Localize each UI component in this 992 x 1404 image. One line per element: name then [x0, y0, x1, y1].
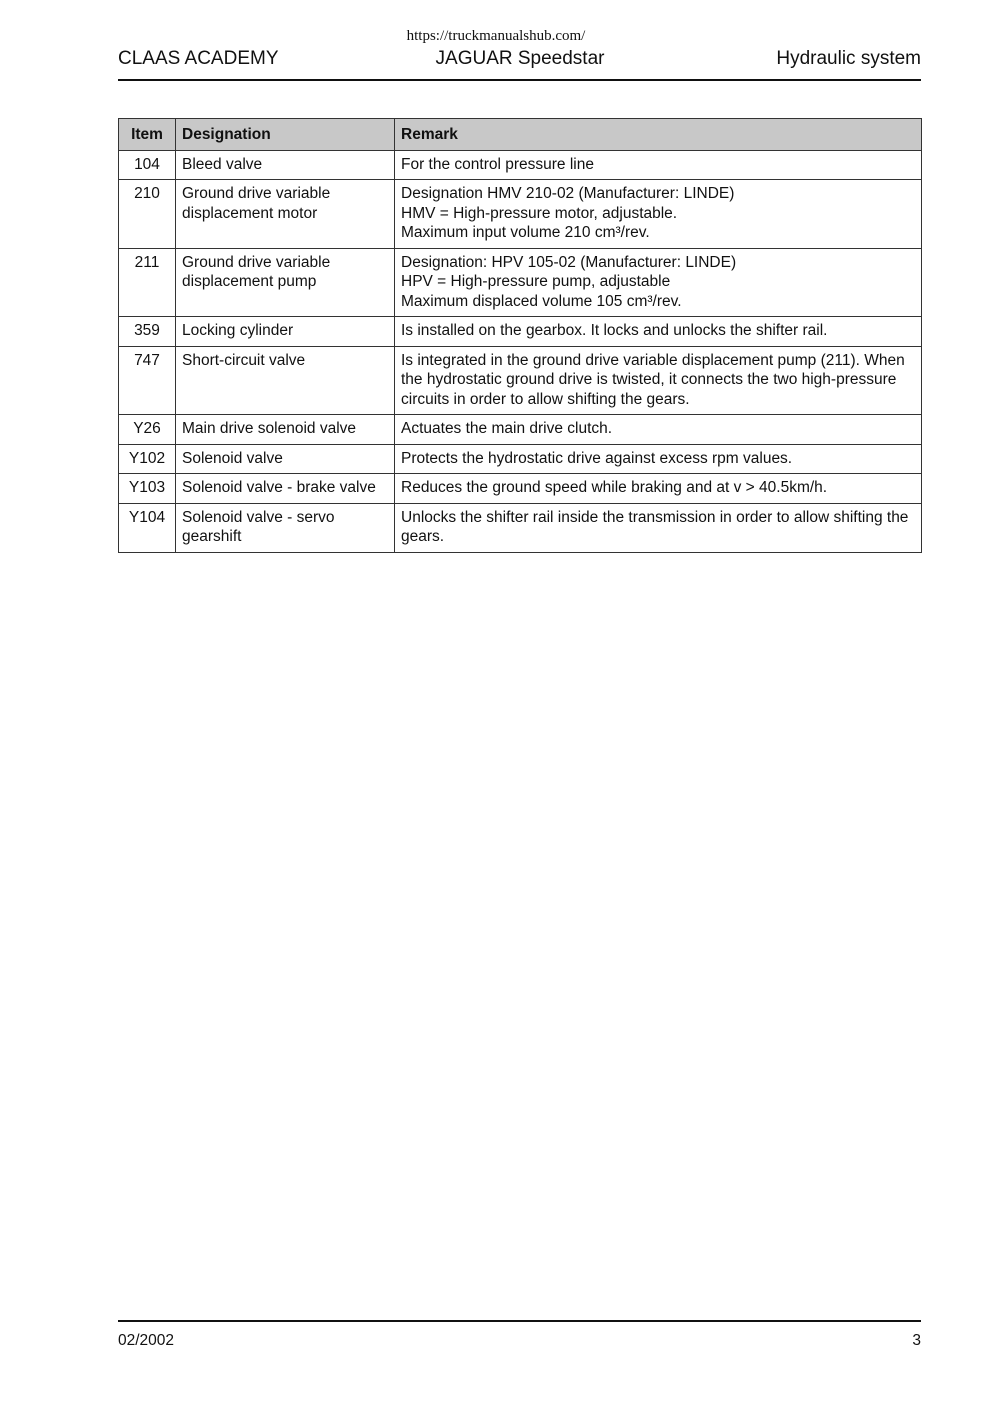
cell-remark [395, 444, 922, 474]
cell-designation: Solenoid valve - brake valve [176, 474, 395, 504]
footer-divider [118, 1320, 921, 1322]
header-center: JAGUAR Speedstar [435, 48, 605, 69]
cell-designation: Ground drive variable displacement pump [176, 248, 395, 317]
cell-remark [395, 317, 922, 347]
cell-item: 359 [119, 317, 176, 347]
cell-item: Y104 [119, 503, 176, 552]
table-row [119, 415, 922, 445]
cell-item: 210 [119, 180, 176, 249]
cell-designation: Locking cylinder [176, 317, 395, 347]
cell-remark [395, 180, 922, 249]
table-row [119, 444, 922, 474]
remark-line: For the control pressure line [401, 155, 594, 173]
cell-item: 747 [119, 346, 176, 415]
header-divider [118, 79, 921, 81]
cell-designation: Solenoid valve - servo gearshift [176, 503, 395, 552]
cell-remark [395, 150, 922, 180]
table-header-row [119, 119, 922, 151]
column-header-item: Item [119, 119, 176, 151]
table-row [119, 248, 922, 317]
table-row [119, 503, 922, 552]
remark-line: Reduces the ground speed while braking and at v > 40.5km/h. [401, 479, 828, 496]
cell-designation: Solenoid valve [176, 444, 395, 474]
remark-line: Designation HMV 210-02 (Manufacturer: LINDE) [401, 185, 735, 202]
table-row [119, 474, 922, 504]
column-header-designation: Designation [176, 119, 395, 151]
remark-line: Unlocks the shifter rail inside the transmission in order to allow shifting the gears. [401, 508, 909, 545]
cell-remark [395, 248, 922, 317]
cell-remark [395, 346, 922, 415]
remark-line: Is integrated in the ground drive variable displacement pump (211). When the hydrostatic ground drive is twisted, it connects the two high-pressure circuits in order to allow shifting the gears. [401, 351, 905, 408]
cell-remark [395, 503, 922, 552]
footer-date: 02/2002 [118, 1332, 175, 1349]
cell-designation: Short-circuit valve [176, 346, 395, 415]
remark-line: Is installed on the gearbox. It locks and unlocks the shifter rail. [401, 322, 828, 339]
remark-line: Maximum displaced volume 105 cm³/rev. [401, 292, 682, 310]
header-left: CLAAS ACADEMY [118, 48, 279, 69]
page-number: 3 [912, 1332, 921, 1349]
cell-item: Y103 [119, 474, 176, 504]
cell-item: 104 [119, 150, 176, 180]
table-row [119, 150, 922, 180]
table-row [119, 346, 922, 415]
items-table [118, 118, 922, 553]
table-body [119, 150, 922, 552]
source-url[interactable]: https://truckmanualshub.com/ [406, 28, 586, 44]
remark-line: HPV = High-pressure pump, adjustable [401, 273, 671, 290]
remark-line: Designation: HPV 105-02 (Manufacturer: LINDE) [401, 253, 737, 271]
cell-designation: Bleed valve [176, 150, 395, 180]
cell-item: Y102 [119, 444, 176, 474]
header-right: Hydraulic system [776, 48, 921, 69]
cell-designation: Main drive solenoid valve [176, 415, 395, 445]
table-row [119, 317, 922, 347]
cell-remark [395, 474, 922, 504]
cell-item: Y26 [119, 415, 176, 445]
table-row [119, 180, 922, 249]
cell-remark [395, 415, 922, 445]
remark-line: Maximum input volume 210 cm³/rev. [401, 224, 650, 241]
cell-designation: Ground drive variable displacement motor [176, 180, 395, 249]
remark-line: HMV = High-pressure motor, adjustable. [401, 204, 678, 222]
remark-line: Actuates the main drive clutch. [401, 420, 613, 437]
remark-line: Protects the hydrostatic drive against excess rpm values. [401, 449, 793, 467]
column-header-remark: Remark [395, 119, 922, 151]
cell-item: 211 [119, 248, 176, 317]
